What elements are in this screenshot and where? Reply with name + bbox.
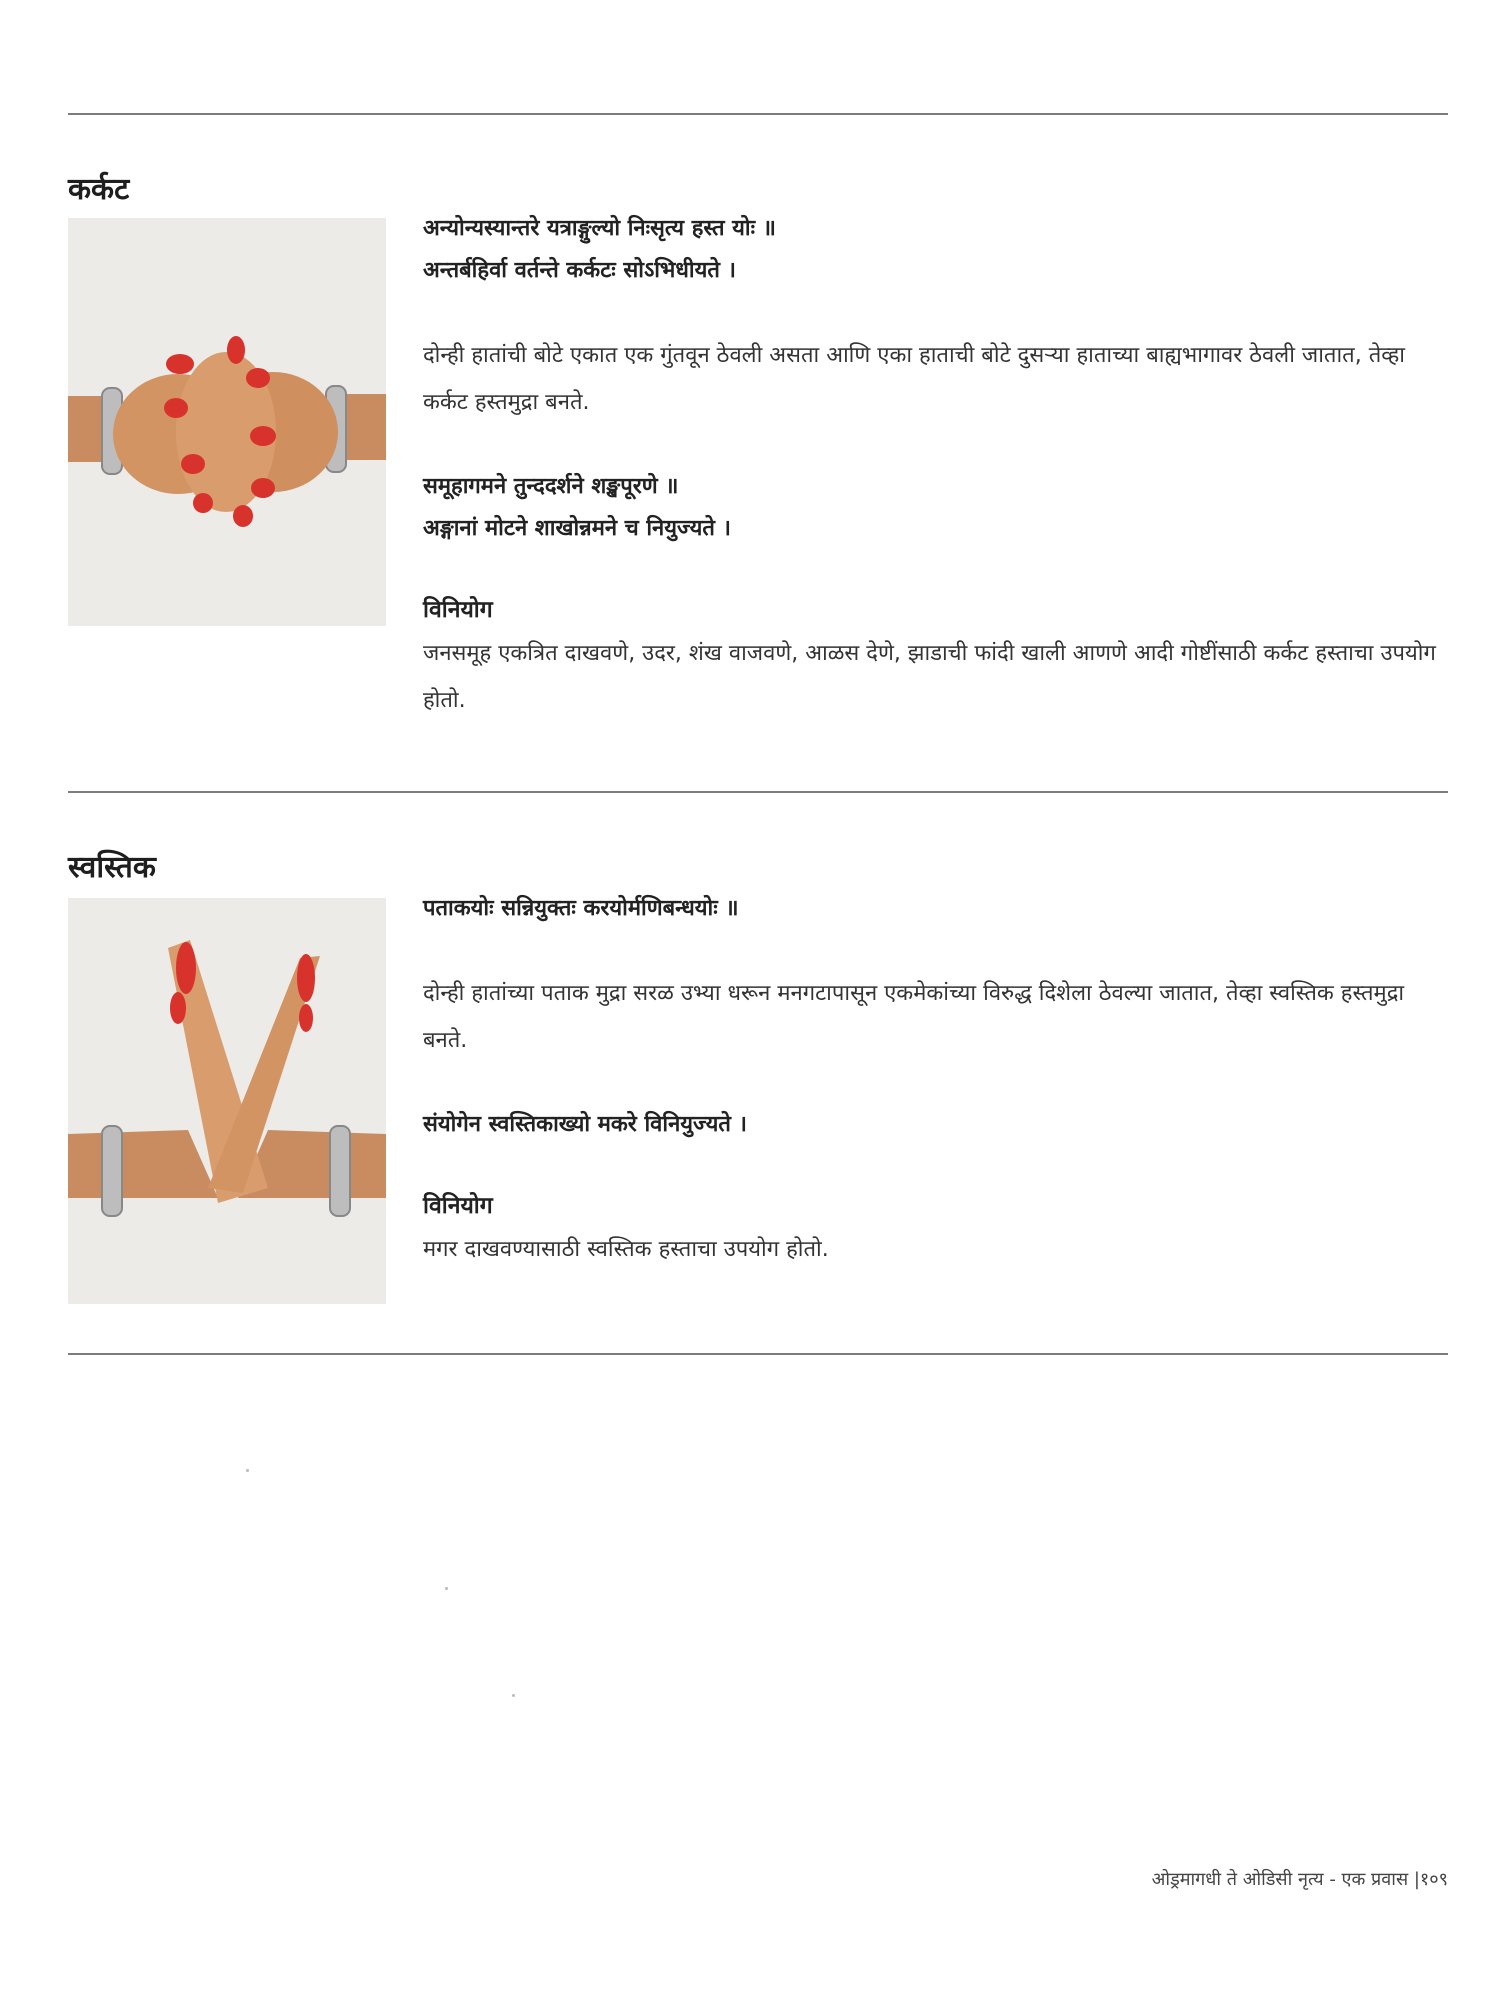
karkat-text (423, 208, 1448, 724)
bottom-divider (68, 1353, 1448, 1355)
viniyoga-text: जनसमूह एकत्रित दाखवणे, उदर, शंख वाजवणे, आळस देणे, झाडाची फांदी खाली आणणे आदी गोष्टींसाठी कर्कट हस्ताचा उपयोग होतो. (423, 641, 1436, 713)
sanskrit-verse-line: अङ्गानां मोटने शाखोन्नमने च नियुज्यते । (423, 516, 731, 541)
description-paragraph: दोन्ही हातांची बोटे एकात एक गुंतवून ठेवली असता आणि एका हाताची बोटे दुसऱ्या हाताच्या बाह्यभागावर ठेवली जातात, तेव्हा कर्कट हस्तमुद्रा बनते. (423, 343, 1405, 415)
top-divider (68, 113, 1448, 115)
sanskrit-verse-line: पताकयोः सन्नियुक्तः करयोर्मणिबन्धयोः ॥ (423, 896, 739, 921)
description-paragraph: दोन्ही हातांच्या पताक मुद्रा सरळ उभ्या धरून मनगटापासून एकमेकांच्या विरुद्ध दिशेला ठेवल्या जातात, तेव्हा स्वस्तिक हस्तमुद्रा बनते. (423, 981, 1405, 1053)
sanskrit-verse-line: अन्योन्यस्यान्तरे यत्राङ्गुल्यो निःसृत्य हस्त योः ॥ (423, 216, 776, 241)
section-title: स्वस्तिक (68, 850, 156, 885)
section-swastik (68, 846, 1448, 1262)
section-title: कर्कट (68, 172, 130, 207)
section-karkat (68, 168, 1448, 713)
sanskrit-verse-line: समूहागमने तुन्ददर्शने शङ्खपूरणे ॥ (423, 474, 679, 499)
sanskrit-verse-line: संयोगेन स्वस्तिकाख्यो मकरे विनियुज्यते । (423, 1112, 747, 1137)
scan-speck (445, 1587, 448, 1590)
swastik-hand-image (68, 898, 386, 1304)
scan-speck (512, 1694, 515, 1697)
viniyoga-text: मगर दाखवण्यासाठी स्वस्तिक हस्ताचा उपयोग होतो. (423, 1237, 829, 1262)
page-footer: ओड्रमागधी ते ओडिसी नृत्य - एक प्रवास |१०९ (1151, 1869, 1448, 1890)
sanskrit-verse-line: अन्तर्बहिर्वा वर्तन्ते कर्कटः सोऽभिधीयते । (423, 258, 736, 283)
swastik-text (423, 888, 1448, 1273)
viniyoga-label: विनियोग (423, 597, 493, 623)
viniyoga-label: विनियोग (423, 1193, 493, 1219)
middle-divider (68, 791, 1448, 793)
karkat-hand-image (68, 218, 386, 626)
scan-speck (246, 1469, 249, 1472)
